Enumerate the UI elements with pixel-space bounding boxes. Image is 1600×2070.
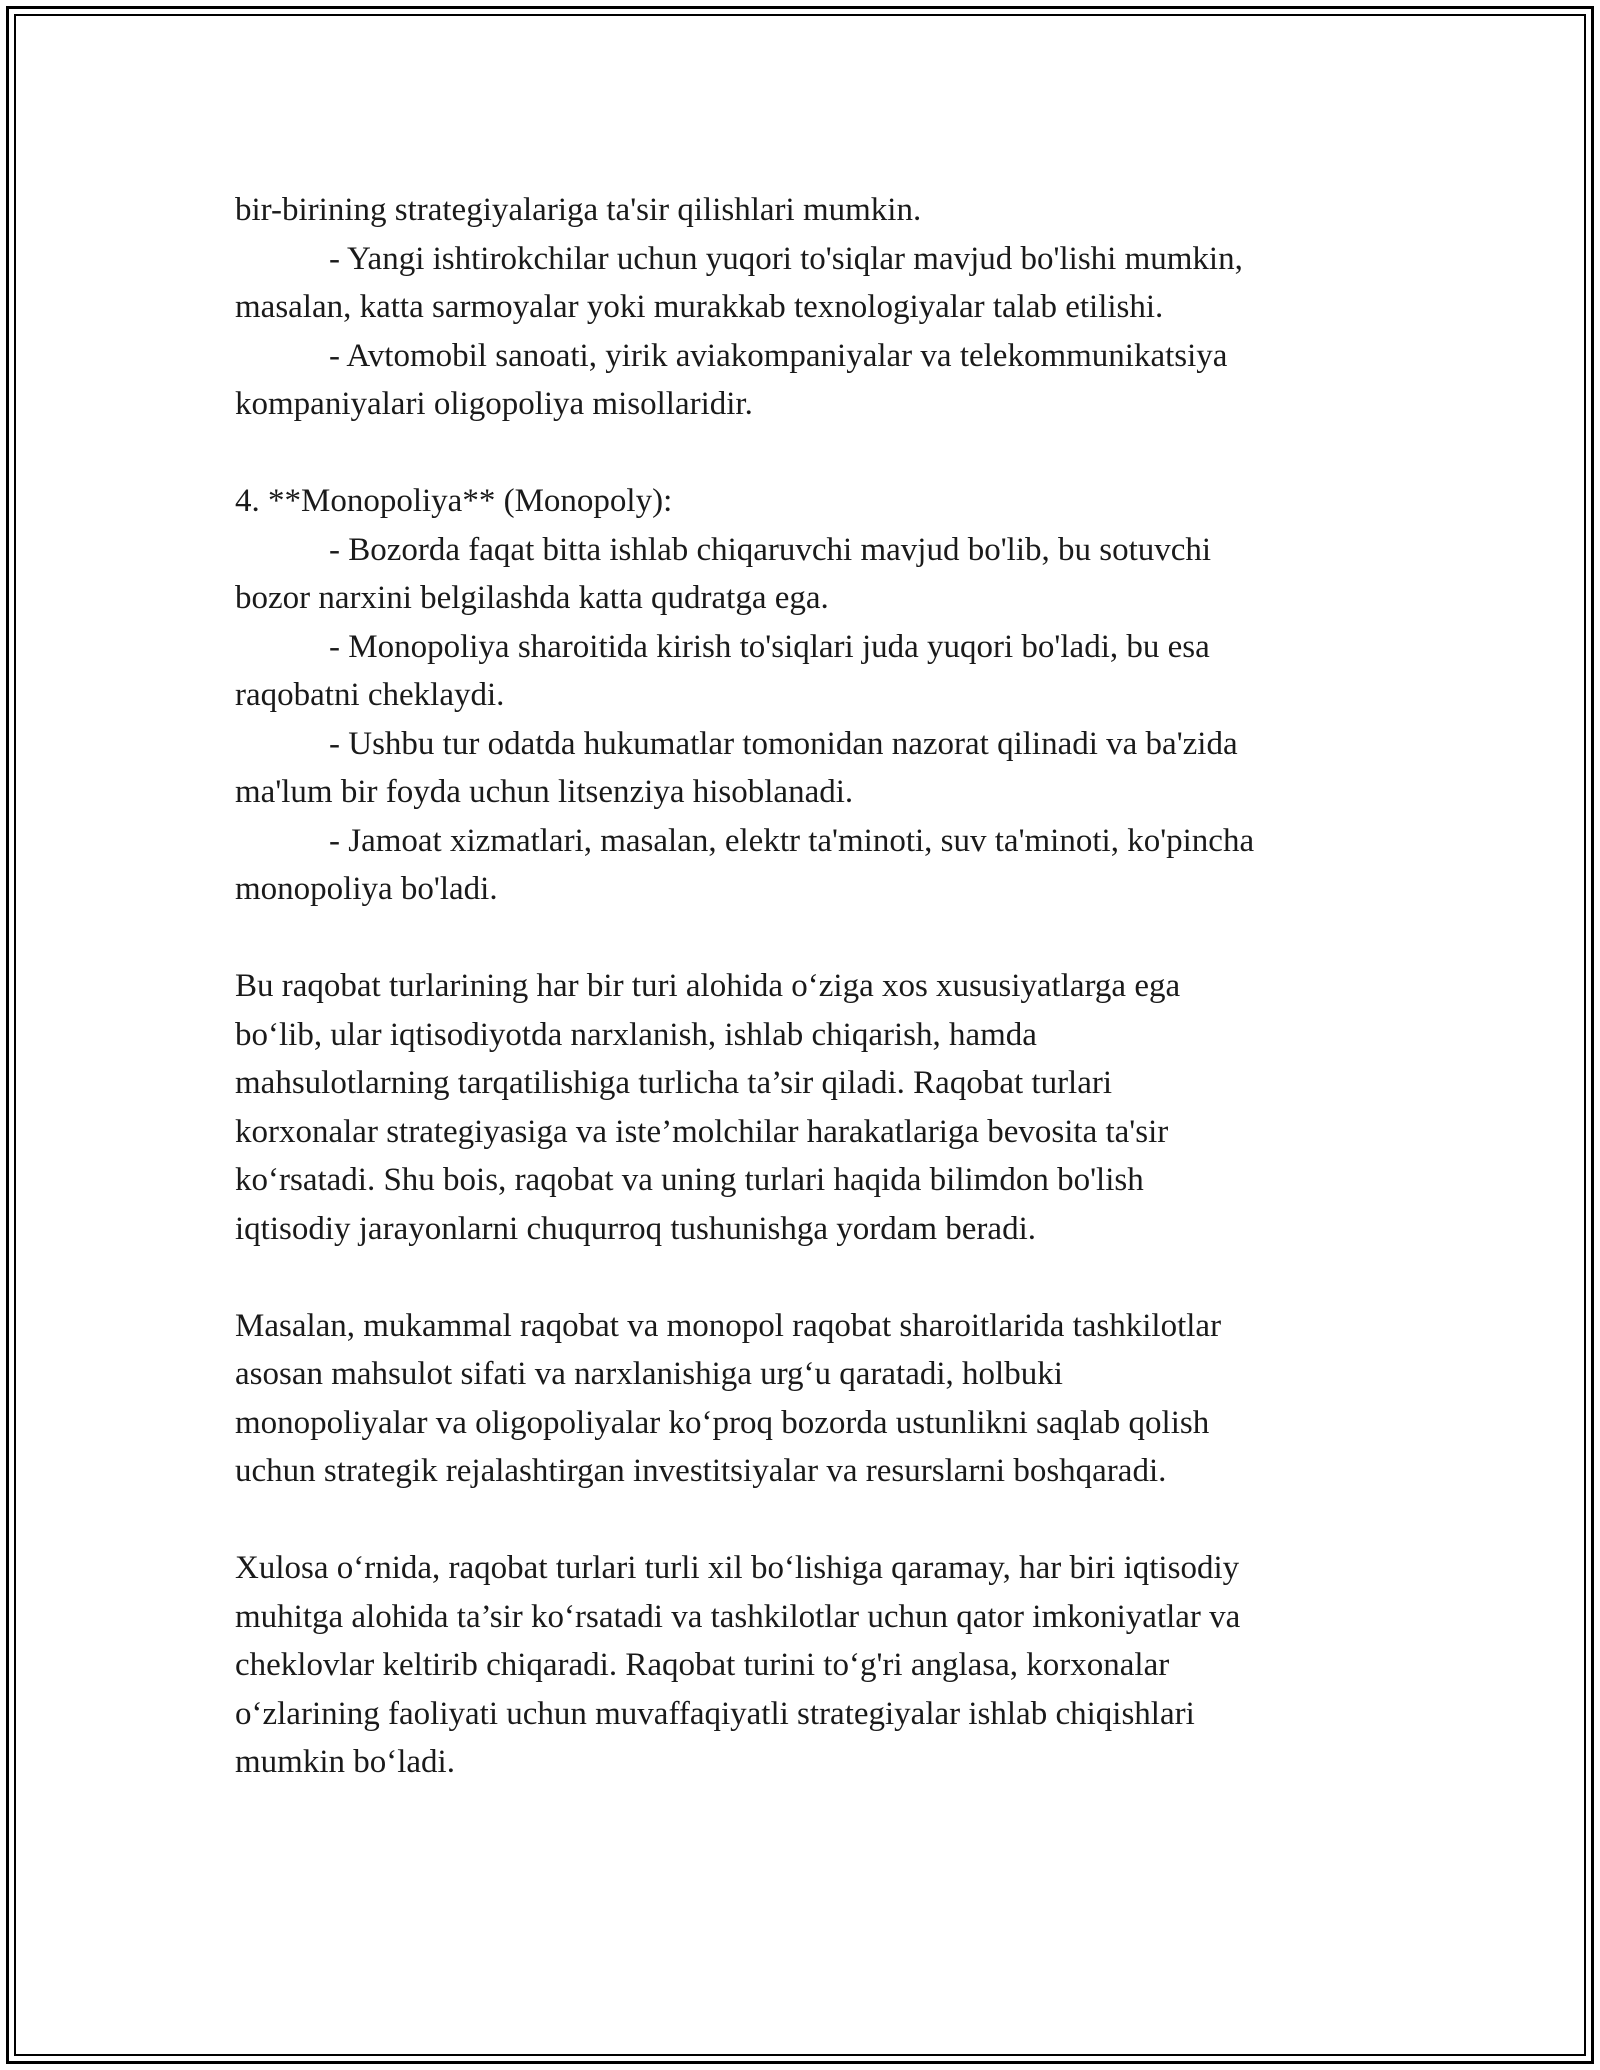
text-line: kompaniyalari oligopoliya misollaridir. (235, 386, 753, 422)
text-line: bozor narxini belgilashda katta qudratga ega. (235, 580, 829, 616)
text-line: monopoliyalar va oligopoliyalar ko‘proq bozorda ustunlikni saqlab qolish (235, 1404, 1210, 1441)
blank-line (235, 1253, 1375, 1302)
text-line: 4. **Monopoliya** (Monopoly): (235, 483, 673, 519)
text-line: asosan mahsulot sifati va narxlanishiga urg‘u qaratadi, holbuki (235, 1356, 1063, 1392)
text-line: mahsulotlarning tarqatilishiga turlicha ta’sir qiladi. Raqobat turlari (235, 1065, 1113, 1101)
text-line: masalan, katta sarmoyalar yoki murakkab texnologiyalar talab etilishi. (235, 289, 1164, 325)
blank-line (235, 429, 1375, 478)
bullet-line: - Bozorda faqat bitta ishlab chiqaruvchi mavjud bo'lib, bu sotuvchi (329, 531, 1212, 568)
text-line: monopoliya bo'ladi. (235, 871, 498, 907)
text-line: Bu raqobat turlarining har bir turi alohida o‘ziga xos xususiyatlarga ega (235, 968, 1181, 1004)
text-line: uchun strategik rejalashtirgan investitsiyalar va resurslarni boshqaradi. (235, 1453, 1167, 1489)
bullet-line: - Monopoliya sharoitida kirish to'siqlari juda yuqori bo'ladi, bu esa (329, 628, 1210, 665)
document-body (235, 186, 1375, 1787)
text-line: iqtisodiy jarayonlarni chuqurroq tushunishga yordam beradi. (235, 1210, 1036, 1247)
bullet-line: - Jamoat xizmatlari, masalan, elektr ta'minoti, suv ta'minoti, ko'pincha (329, 822, 1255, 859)
text-line: korxonalar strategiyasiga va iste’molchilar harakatlariga bevosita ta'sir (235, 1113, 1169, 1150)
text-line: mumkin bo‘ladi. (235, 1744, 455, 1780)
text-line: cheklovlar keltirib chiqaradi. Raqobat turini to‘g'ri anglasa, korxonalar (235, 1647, 1170, 1683)
bullet-line: - Ushbu tur odatda hukumatlar tomonidan nazorat qilinadi va ba'zida (329, 725, 1238, 762)
text-line: bir-birining strategiyalariga ta'sir qilishlari mumkin. (235, 192, 922, 228)
bullet-line: - Yangi ishtirokchilar uchun yuqori to'siqlar mavjud bo'lishi mumkin, (329, 240, 1243, 277)
text-line: muhitga alohida ta’sir ko‘rsatadi va tashkilotlar uchun qator imkoniyatlar va (235, 1598, 1241, 1635)
blank-line (235, 1496, 1375, 1545)
bullet-line: - Avtomobil sanoati, yirik aviakompaniyalar va telekommunikatsiya (329, 337, 1228, 374)
text-line: Xulosa o‘rnida, raqobat turlari turli xil bo‘lishiga qaramay, har biri iqtisodiy (235, 1550, 1240, 1586)
text-line: o‘zlarining faoliyati uchun muvaffaqiyatli strategiyalar ishlab chiqishlari (235, 1695, 1195, 1732)
blank-line (235, 914, 1375, 963)
text-line: Masalan, mukammal raqobat va monopol raqobat sharoitlarida tashkilotlar (235, 1307, 1222, 1344)
text-line: ko‘rsatadi. Shu bois, raqobat va uning turlari haqida bilimdon bo'lish (235, 1162, 1144, 1198)
text-line: bo‘lib, ular iqtisodiyotda narxlanish, ishlab chiqarish, hamda (235, 1016, 1037, 1053)
text-line: raqobatni cheklaydi. (235, 677, 505, 713)
text-line: ma'lum bir foyda uchun litsenziya hisoblanadi. (235, 774, 854, 810)
